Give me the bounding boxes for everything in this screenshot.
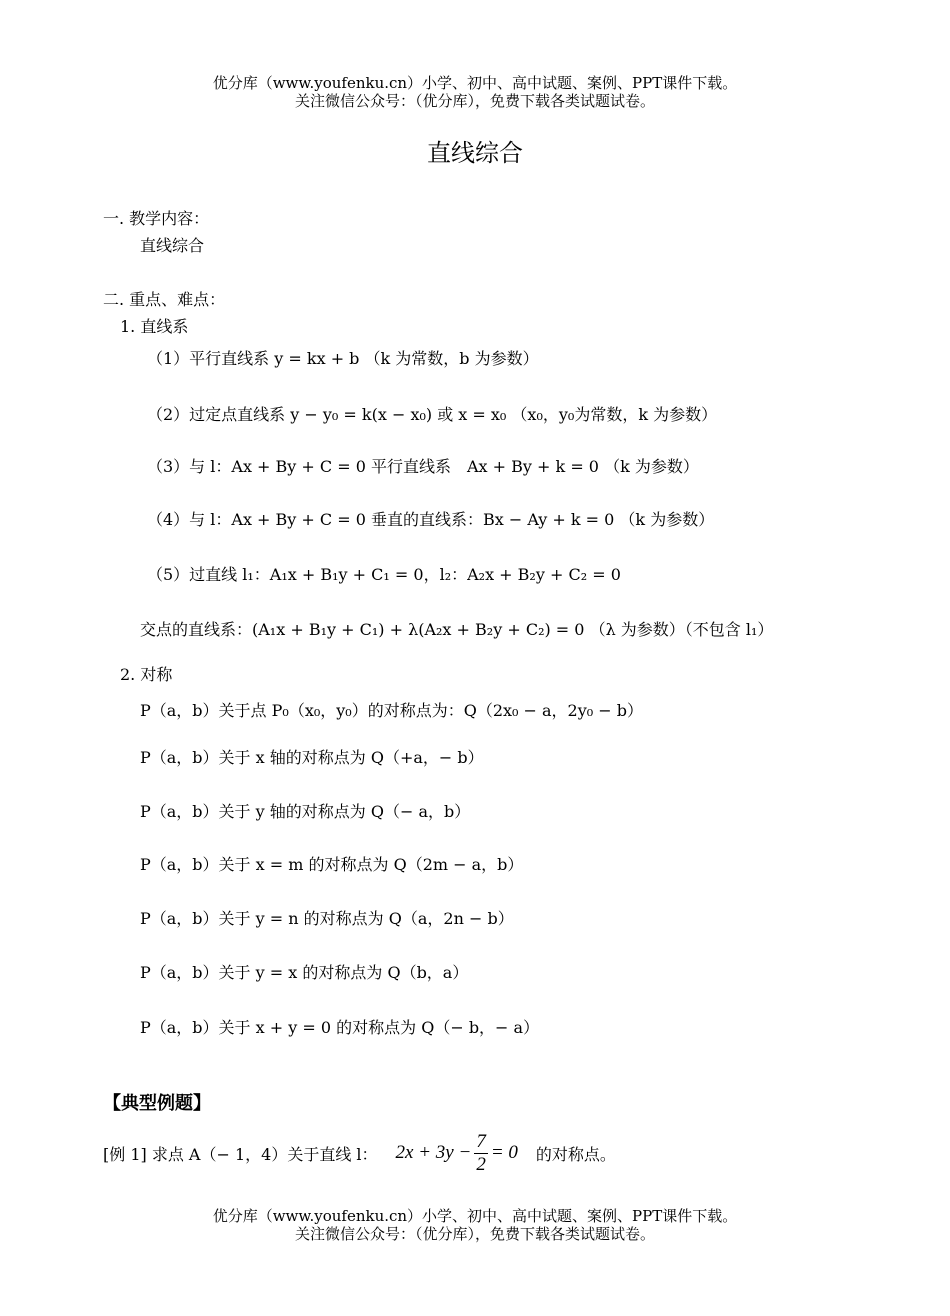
footer-line-2: 关注微信公众号：（优分库），免费下载各类试题试卷。 bbox=[294, 1225, 655, 1243]
symmetry-item-3: P（a，b）关于 y 轴的对称点为 Q（− a，b） bbox=[140, 802, 471, 821]
line-system-heading: 1. 直线系 bbox=[120, 317, 189, 336]
symmetry-item-1: P（a，b）关于点 P₀（x₀，y₀）的对称点为：Q（2x₀ − a，2y₀ − b） bbox=[140, 701, 644, 720]
line-system-item-4: （4）与 l：Ax + By + C = 0 垂直的直线系：Bx − Ay + k = 0 （k 为参数） bbox=[147, 510, 715, 529]
fraction-denominator: 2 bbox=[476, 1153, 486, 1175]
example-1-prefix: [例 1] 求点 A（− 1，4）关于直线 l： bbox=[103, 1144, 378, 1164]
line-system-item-6: 交点的直线系：(A₁x + B₁y + C₁) + λ(A₂x + B₂y + C₂) = 0 （λ 为参数）（不包含 l₁） bbox=[140, 620, 774, 639]
fraction-numerator: 7 bbox=[476, 1130, 486, 1152]
example-1 bbox=[103, 1123, 616, 1183]
example-1-suffix: 的对称点。 bbox=[535, 1144, 616, 1164]
symmetry-item-2: P（a，b）关于 x 轴的对称点为 Q（+a，− b） bbox=[140, 748, 484, 767]
example-1-fraction bbox=[474, 1131, 488, 1176]
line-system-item-3: （3）与 l：Ax + By + C = 0 平行直线系 Ax + By + k = 0 （k 为参数） bbox=[147, 457, 699, 476]
symmetry-item-6: P（a，b）关于 y = x 的对称点为 Q（b，a） bbox=[140, 963, 469, 982]
line-system-item-2: （2）过定点直线系 y − y₀ = k(x − x₀) 或 x = x₀ （x₀，y₀为常数，k 为参数） bbox=[147, 405, 718, 424]
symmetry-item-4: P（a，b）关于 x = m 的对称点为 Q（2m − a，b） bbox=[140, 855, 524, 874]
header-line-1: 优分库（www.youfenku.cn）小学、初中、高中试题、案例、PPT课件下载。 bbox=[212, 74, 738, 92]
footer-line-1: 优分库（www.youfenku.cn）小学、初中、高中试题、案例、PPT课件下载。 bbox=[212, 1207, 738, 1225]
section-1-content: 直线综合 bbox=[140, 236, 205, 255]
header-line-2: 关注微信公众号：（优分库），免费下载各类试题试卷。 bbox=[294, 92, 655, 110]
symmetry-item-5: P（a，b）关于 y = n 的对称点为 Q（a，2n − b） bbox=[140, 909, 514, 928]
symmetry-heading: 2. 对称 bbox=[120, 665, 173, 684]
example-1-equation-right: = 0 bbox=[490, 1142, 518, 1163]
page-title: 直线综合 bbox=[427, 139, 523, 167]
line-system-item-1: （1）平行直线系 y = kx + b （k 为常数，b 为参数） bbox=[147, 349, 539, 368]
line-system-item-5: （5）过直线 l₁：A₁x + B₁y + C₁ = 0，l₂：A₂x + B₂y + C₂ = 0 bbox=[147, 565, 621, 584]
symmetry-item-7: P（a，b）关于 x + y = 0 的对称点为 Q（− b，− a） bbox=[140, 1018, 540, 1037]
examples-heading: 【典型例题】 bbox=[103, 1093, 211, 1114]
example-1-equation-left: 2x + 3y − bbox=[395, 1142, 472, 1163]
section-1-heading: 一. 教学内容： bbox=[103, 209, 210, 228]
section-2-heading: 二. 重点、难点： bbox=[103, 290, 226, 309]
